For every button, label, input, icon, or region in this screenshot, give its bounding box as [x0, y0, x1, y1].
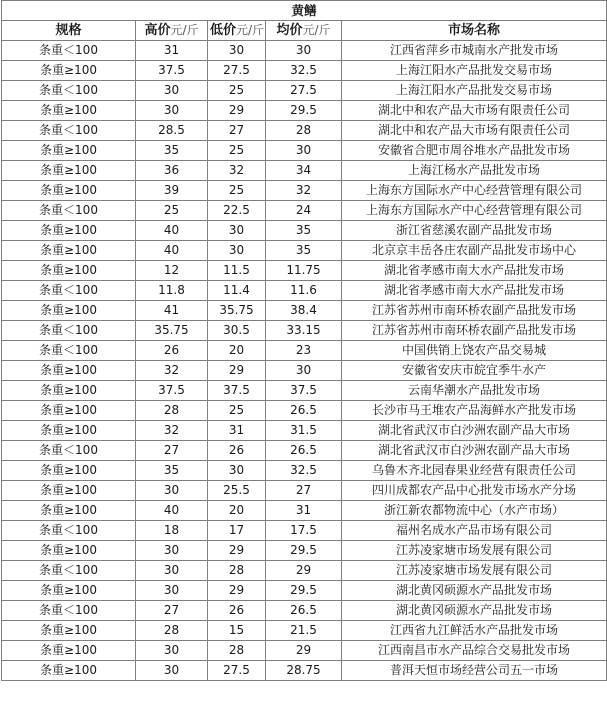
cell-low-price: 22.5 [208, 201, 266, 221]
cell-avg-price: 30 [266, 361, 342, 381]
cell-high-price: 40 [136, 241, 208, 261]
table-title-row [2, 1, 607, 21]
cell-market-name: 湖北黄冈硕源水产品批发市场 [342, 601, 607, 621]
cell-low-price: 29 [208, 101, 266, 121]
cell-spec: 条重≥100 [2, 141, 136, 161]
cell-high-price: 40 [136, 221, 208, 241]
cell-market-name: 上海江杨水产品批发市场 [342, 161, 607, 181]
table-row [2, 201, 607, 221]
cell-avg-price: 29 [266, 561, 342, 581]
cell-high-price: 36 [136, 161, 208, 181]
cell-low-price: 20 [208, 341, 266, 361]
header-market: 市场名称 [342, 21, 607, 41]
cell-market-name: 江西省九江鲜活水产品批发市场 [342, 621, 607, 641]
cell-market-name: 上海东方国际水产中心经营管理有限公司 [342, 181, 607, 201]
cell-high-price: 39 [136, 181, 208, 201]
cell-high-price: 28 [136, 401, 208, 421]
header-avg [266, 21, 342, 41]
cell-market-name: 云南华潮水产品批发市场 [342, 381, 607, 401]
cell-high-price: 35 [136, 141, 208, 161]
cell-high-price: 41 [136, 301, 208, 321]
cell-market-name: 湖北省孝感市南大水产品批发市场 [342, 261, 607, 281]
cell-high-price: 27 [136, 441, 208, 461]
cell-low-price: 26 [208, 601, 266, 621]
table-row [2, 641, 607, 661]
cell-high-price: 32 [136, 421, 208, 441]
cell-market-name: 江苏凌家塘市场发展有限公司 [342, 561, 607, 581]
cell-high-price: 32 [136, 361, 208, 381]
cell-spec: 条重≥100 [2, 261, 136, 281]
cell-spec: 条重＜100 [2, 341, 136, 361]
cell-low-price: 32 [208, 161, 266, 181]
cell-avg-price: 27.5 [266, 81, 342, 101]
cell-avg-price: 34 [266, 161, 342, 181]
cell-avg-price: 11.75 [266, 261, 342, 281]
cell-avg-price: 26.5 [266, 601, 342, 621]
cell-market-name: 湖北中和农产品大市场有限责任公司 [342, 121, 607, 141]
table-row [2, 281, 607, 301]
table-row [2, 121, 607, 141]
cell-avg-price: 21.5 [266, 621, 342, 641]
cell-market-name: 江苏省苏州市南环桥农副产品批发市场 [342, 321, 607, 341]
table-row [2, 101, 607, 121]
cell-low-price: 27.5 [208, 661, 266, 681]
cell-spec: 条重≥100 [2, 621, 136, 641]
cell-avg-price: 29.5 [266, 581, 342, 601]
cell-avg-price: 32 [266, 181, 342, 201]
table-row [2, 301, 607, 321]
cell-high-price: 30 [136, 581, 208, 601]
cell-avg-price: 32.5 [266, 461, 342, 481]
cell-market-name: 普洱天恒市场经营公司五一市场 [342, 661, 607, 681]
header-high [136, 21, 208, 41]
cell-market-name: 湖北中和农产品大市场有限责任公司 [342, 101, 607, 121]
table-row [2, 361, 607, 381]
cell-spec: 条重≥100 [2, 481, 136, 501]
cell-market-name: 浙江新农都物流中心（水产市场） [342, 501, 607, 521]
table-row [2, 181, 607, 201]
cell-spec: 条重≥100 [2, 161, 136, 181]
cell-market-name: 长沙市马王堆农产品海鲜水产批发市场 [342, 401, 607, 421]
cell-market-name: 安徽省合肥市周谷堆水产品批发市场 [342, 141, 607, 161]
cell-high-price: 30 [136, 541, 208, 561]
cell-spec: 条重≥100 [2, 421, 136, 441]
table-row [2, 261, 607, 281]
cell-spec: 条重≥100 [2, 361, 136, 381]
cell-spec: 条重＜100 [2, 561, 136, 581]
cell-high-price: 12 [136, 261, 208, 281]
cell-spec: 条重≥100 [2, 541, 136, 561]
cell-low-price: 29 [208, 361, 266, 381]
cell-low-price: 20 [208, 501, 266, 521]
cell-high-price: 28 [136, 621, 208, 641]
cell-spec: 条重＜100 [2, 41, 136, 61]
cell-low-price: 17 [208, 521, 266, 541]
cell-avg-price: 33.15 [266, 321, 342, 341]
cell-low-price: 11.4 [208, 281, 266, 301]
cell-spec: 条重≥100 [2, 301, 136, 321]
cell-low-price: 30 [208, 461, 266, 481]
cell-high-price: 35.75 [136, 321, 208, 341]
cell-spec: 条重＜100 [2, 321, 136, 341]
cell-spec: 条重≥100 [2, 581, 136, 601]
cell-spec: 条重≥100 [2, 241, 136, 261]
cell-high-price: 40 [136, 501, 208, 521]
table-row [2, 601, 607, 621]
cell-spec: 条重≥100 [2, 61, 136, 81]
cell-spec: 条重＜100 [2, 281, 136, 301]
cell-low-price: 11.5 [208, 261, 266, 281]
cell-spec: 条重≥100 [2, 501, 136, 521]
table-row [2, 461, 607, 481]
table-row [2, 401, 607, 421]
cell-spec: 条重≥100 [2, 101, 136, 121]
cell-market-name: 湖北省孝感市南大水产品批发市场 [342, 281, 607, 301]
cell-spec: 条重≥100 [2, 381, 136, 401]
table-row [2, 381, 607, 401]
cell-low-price: 37.5 [208, 381, 266, 401]
table-row [2, 421, 607, 441]
cell-avg-price: 30 [266, 41, 342, 61]
cell-low-price: 30 [208, 41, 266, 61]
cell-spec: 条重≥100 [2, 221, 136, 241]
cell-low-price: 25 [208, 141, 266, 161]
cell-high-price: 30 [136, 561, 208, 581]
cell-avg-price: 38.4 [266, 301, 342, 321]
cell-avg-price: 17.5 [266, 521, 342, 541]
cell-low-price: 27.5 [208, 61, 266, 81]
cell-market-name: 江西省萍乡市城南水产批发市场 [342, 41, 607, 61]
cell-avg-price: 28.75 [266, 661, 342, 681]
cell-spec: 条重＜100 [2, 121, 136, 141]
cell-high-price: 27 [136, 601, 208, 621]
header-high-unit: 元/斤 [170, 23, 199, 37]
cell-low-price: 28 [208, 641, 266, 661]
cell-high-price: 30 [136, 101, 208, 121]
table-title: 黄鳝 [2, 1, 607, 21]
cell-spec: 条重＜100 [2, 441, 136, 461]
cell-high-price: 11.8 [136, 281, 208, 301]
cell-low-price: 31 [208, 421, 266, 441]
cell-avg-price: 35 [266, 241, 342, 261]
table-row [2, 161, 607, 181]
table-row [2, 341, 607, 361]
header-low-unit: 元/斤 [236, 23, 265, 37]
cell-avg-price: 29.5 [266, 541, 342, 561]
header-avg-label: 均价 [276, 23, 303, 38]
table-row [2, 581, 607, 601]
cell-market-name: 上海东方国际水产中心经营管理有限公司 [342, 201, 607, 221]
table-row [2, 221, 607, 241]
cell-market-name: 福州名成水产品市场有限公司 [342, 521, 607, 541]
table-row [2, 61, 607, 81]
cell-avg-price: 31 [266, 501, 342, 521]
header-low-label: 低价 [210, 23, 237, 38]
table-row [2, 501, 607, 521]
table-row [2, 241, 607, 261]
cell-spec: 条重≥100 [2, 641, 136, 661]
cell-high-price: 26 [136, 341, 208, 361]
cell-market-name: 上海江阳水产品批发交易市场 [342, 81, 607, 101]
table-body [2, 41, 607, 681]
cell-avg-price: 35 [266, 221, 342, 241]
cell-low-price: 25.5 [208, 481, 266, 501]
cell-avg-price: 27 [266, 481, 342, 501]
header-high-label: 高价 [144, 23, 171, 38]
cell-spec: 条重≥100 [2, 461, 136, 481]
header-spec: 规格 [2, 21, 136, 41]
table-row [2, 141, 607, 161]
cell-high-price: 31 [136, 41, 208, 61]
cell-spec: 条重≥100 [2, 661, 136, 681]
table-row [2, 541, 607, 561]
cell-high-price: 30 [136, 81, 208, 101]
price-table [1, 0, 607, 681]
cell-avg-price: 11.6 [266, 281, 342, 301]
cell-avg-price: 28 [266, 121, 342, 141]
cell-market-name: 四川成都农产品中心批发市场水产分场 [342, 481, 607, 501]
table-row [2, 561, 607, 581]
cell-low-price: 30 [208, 241, 266, 261]
cell-market-name: 上海江阳水产品批发交易市场 [342, 61, 607, 81]
cell-low-price: 28 [208, 561, 266, 581]
cell-high-price: 37.5 [136, 381, 208, 401]
cell-low-price: 30.5 [208, 321, 266, 341]
header-low [208, 21, 266, 41]
cell-avg-price: 26.5 [266, 401, 342, 421]
cell-market-name: 北京京丰岳各庄农副产品批发市场中心 [342, 241, 607, 261]
cell-low-price: 27 [208, 121, 266, 141]
header-avg-unit: 元/斤 [302, 23, 331, 37]
cell-high-price: 30 [136, 661, 208, 681]
cell-market-name: 湖北黄冈硕源水产品批发市场 [342, 581, 607, 601]
cell-market-name: 江苏凌家塘市场发展有限公司 [342, 541, 607, 561]
cell-avg-price: 29.5 [266, 101, 342, 121]
cell-high-price: 18 [136, 521, 208, 541]
cell-spec: 条重＜100 [2, 601, 136, 621]
cell-market-name: 安徽省安庆市皖宜季牛水产 [342, 361, 607, 381]
cell-high-price: 37.5 [136, 61, 208, 81]
cell-avg-price: 32.5 [266, 61, 342, 81]
cell-market-name: 浙江省慈溪农副产品批发市场 [342, 221, 607, 241]
cell-avg-price: 24 [266, 201, 342, 221]
cell-avg-price: 30 [266, 141, 342, 161]
cell-low-price: 25 [208, 181, 266, 201]
cell-high-price: 25 [136, 201, 208, 221]
cell-spec: 条重≥100 [2, 401, 136, 421]
cell-avg-price: 23 [266, 341, 342, 361]
cell-avg-price: 26.5 [266, 441, 342, 461]
table-row [2, 321, 607, 341]
cell-market-name: 湖北省武汉市白沙洲农副产品大市场 [342, 441, 607, 461]
cell-market-name: 江苏省苏州市南环桥农副产品批发市场 [342, 301, 607, 321]
cell-high-price: 28.5 [136, 121, 208, 141]
cell-avg-price: 37.5 [266, 381, 342, 401]
cell-spec: 条重＜100 [2, 201, 136, 221]
cell-market-name: 中国供销上饶农产品交易城 [342, 341, 607, 361]
cell-low-price: 29 [208, 581, 266, 601]
cell-market-name: 江西南昌市水产品综合交易批发市场 [342, 641, 607, 661]
table-row [2, 441, 607, 461]
table-row [2, 661, 607, 681]
cell-low-price: 30 [208, 221, 266, 241]
cell-spec: 条重＜100 [2, 521, 136, 541]
cell-high-price: 30 [136, 641, 208, 661]
cell-market-name: 乌鲁木齐北园春果业经营有限责任公司 [342, 461, 607, 481]
cell-low-price: 35.75 [208, 301, 266, 321]
table-row [2, 621, 607, 641]
cell-high-price: 30 [136, 481, 208, 501]
table-row [2, 521, 607, 541]
table-row [2, 481, 607, 501]
cell-low-price: 26 [208, 441, 266, 461]
table-header-row [2, 21, 607, 41]
table-row [2, 41, 607, 61]
cell-avg-price: 31.5 [266, 421, 342, 441]
cell-low-price: 29 [208, 541, 266, 561]
cell-market-name: 湖北省武汉市白沙洲农副产品大市场 [342, 421, 607, 441]
cell-low-price: 25 [208, 81, 266, 101]
cell-low-price: 15 [208, 621, 266, 641]
cell-spec: 条重＜100 [2, 81, 136, 101]
cell-spec: 条重≥100 [2, 181, 136, 201]
table-row [2, 81, 607, 101]
cell-high-price: 35 [136, 461, 208, 481]
cell-avg-price: 29 [266, 641, 342, 661]
cell-low-price: 25 [208, 401, 266, 421]
